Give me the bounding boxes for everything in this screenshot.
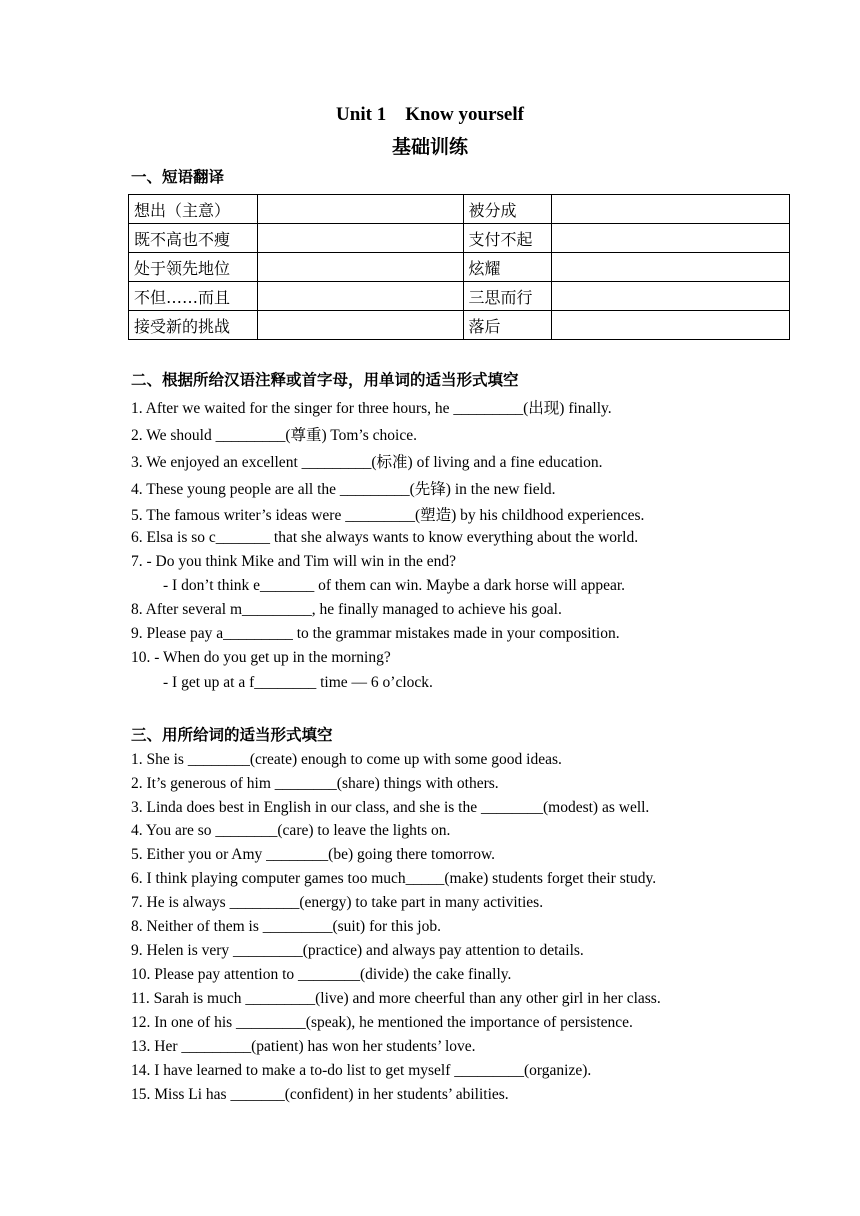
question-line: 7. He is always _________(energy) to take part in many activities. xyxy=(131,894,544,911)
question-line: 5. The famous writer’s ideas were _________(塑造) by his childhood experiences. xyxy=(131,507,645,524)
page-subtitle: 基础训练 xyxy=(391,136,468,158)
question-line: 4. These young people are all the _________(先锋) in the new field. xyxy=(131,481,556,498)
question-line: 12. In one of his _________(speak), he mentioned the importance of persistence. xyxy=(131,1014,633,1031)
question-line: 11. Sarah is much _________(live) and more cheerful than any other girl in her class. xyxy=(131,990,661,1007)
question-line: 3. Linda does best in English in our class, and she is the ________(modest) as well. xyxy=(131,799,650,816)
question-line: 6. I think playing computer games too much_____(make) students forget their study. xyxy=(131,870,657,887)
phrase-cell: 接受新的挑战 xyxy=(129,311,258,340)
question-line: 9. Please pay a_________ to the grammar mistakes made in your composition. xyxy=(131,625,620,642)
table-row xyxy=(129,282,790,311)
answer-cell xyxy=(552,282,790,311)
question-line: 10. Please pay attention to ________(divide) the cake finally. xyxy=(131,966,512,983)
phrase-cell: 既不高也不瘦 xyxy=(129,224,258,253)
question-line: 6. Elsa is so c_______ that she always wants to know everything about the world. xyxy=(131,529,639,546)
phrase-cell: 落后 xyxy=(463,311,552,340)
question-line: 4. You are so ________(care) to leave the lights on. xyxy=(131,822,451,839)
table-row xyxy=(129,253,790,282)
question-line: 1. After we waited for the singer for three hours, he _________(出现) finally. xyxy=(131,400,612,417)
answer-cell xyxy=(257,224,463,253)
phrase-cell: 炫耀 xyxy=(463,253,552,282)
answer-cell xyxy=(552,311,790,340)
phrase-cell: 三思而行 xyxy=(463,282,552,311)
answer-cell xyxy=(257,253,463,282)
phrase-cell: 不但……而且 xyxy=(129,282,258,311)
table-row xyxy=(129,195,790,224)
question-line: 8. After several m_________, he finally managed to achieve his goal. xyxy=(131,601,562,618)
question-line: 5. Either you or Amy ________(be) going there tomorrow. xyxy=(131,846,496,863)
section-heading-1: 一、短语翻译 xyxy=(131,168,225,186)
answer-cell xyxy=(257,195,463,224)
table-row xyxy=(129,224,790,253)
question-line: 7. - Do you think Mike and Tim will win in the end? xyxy=(131,553,457,570)
answer-cell xyxy=(257,311,463,340)
answer-cell xyxy=(552,253,790,282)
question-line: 2. It’s generous of him ________(share) things with others. xyxy=(131,775,499,792)
question-line: 9. Helen is very _________(practice) and always pay attention to details. xyxy=(131,942,584,959)
question-line: 13. Her _________(patient) has won her students’ love. xyxy=(131,1038,476,1055)
question-line: 15. Miss Li has _______(confident) in her students’ abilities. xyxy=(131,1086,509,1103)
phrase-cell: 被分成 xyxy=(463,195,552,224)
question-line: 3. We enjoyed an excellent _________(标准) of living and a fine education. xyxy=(131,454,603,471)
question-line: 10. - When do you get up in the morning? xyxy=(131,649,391,666)
question-line: - I don’t think e_______ of them can win. Maybe a dark horse will appear. xyxy=(163,577,626,594)
section-heading-2: 二、根据所给汉语注释或首字母，用单词的适当形式填空 xyxy=(131,371,519,389)
question-line: 1. She is ________(create) enough to come up with some good ideas. xyxy=(131,751,562,768)
section-heading-3: 三、用所给词的适当形式填空 xyxy=(131,726,333,744)
question-line: 14. I have learned to make a to-do list to get myself _________(organize). xyxy=(131,1062,592,1079)
phrase-cell: 处于领先地位 xyxy=(129,253,258,282)
phrase-cell: 想出（主意） xyxy=(129,195,258,224)
answer-cell xyxy=(257,282,463,311)
table-row xyxy=(129,311,790,340)
question-line: 8. Neither of them is _________(suit) for this job. xyxy=(131,918,441,935)
page-title: Unit 1 Know yourself xyxy=(336,104,524,125)
phrase-cell: 支付不起 xyxy=(463,224,552,253)
phrase-translation-table xyxy=(128,194,790,340)
answer-cell xyxy=(552,224,790,253)
question-line: - I get up at a f________ time — 6 o’clock. xyxy=(163,674,433,691)
answer-cell xyxy=(552,195,790,224)
question-line: 2. We should _________(尊重) Tom’s choice. xyxy=(131,427,417,444)
